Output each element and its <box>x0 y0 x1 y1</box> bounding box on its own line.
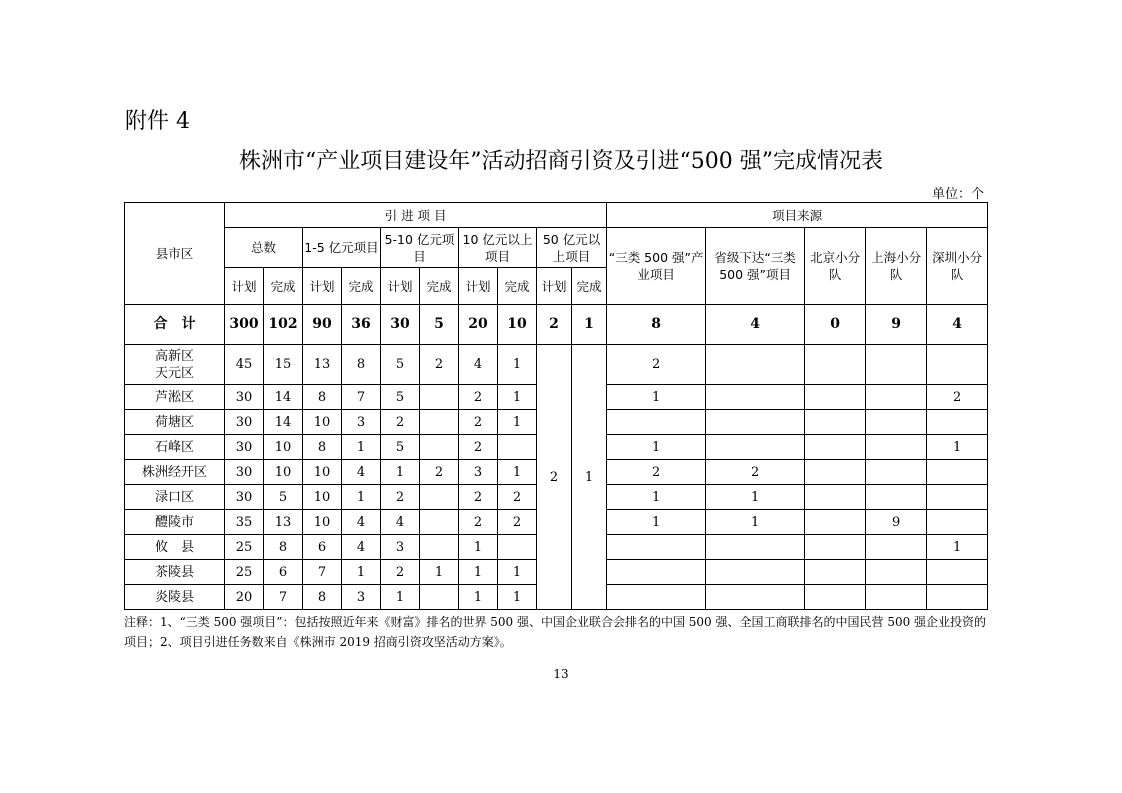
source-cell <box>805 385 866 410</box>
source-cell <box>607 535 706 560</box>
data-cell: 5 <box>381 435 420 460</box>
header-project-source: 项目来源 <box>607 203 988 228</box>
row-county-name: 攸 县 <box>125 535 225 560</box>
header-total: 总数 <box>225 228 303 268</box>
header-county: 县市区 <box>125 203 225 305</box>
row-county-name: 荷塘区 <box>125 410 225 435</box>
header-50-up: 50 亿元以上项目 <box>537 228 607 268</box>
data-cell <box>420 585 459 610</box>
page-title: 株洲市“产业项目建设年”活动招商引资及引进“500 强”完成情况表 <box>239 149 883 174</box>
source-cell <box>706 345 805 385</box>
data-cell: 2 <box>498 510 537 535</box>
data-cell: 20 <box>225 585 264 610</box>
header-plan: 计划 <box>537 268 572 305</box>
row-county-name: 茶陵县 <box>125 560 225 585</box>
data-cell: 1 <box>498 410 537 435</box>
total-cell: 36 <box>342 305 381 345</box>
data-cell: 1 <box>459 585 498 610</box>
total-cell: 4 <box>927 305 988 345</box>
row-county-name: 芦淞区 <box>125 385 225 410</box>
data-cell: 2 <box>459 510 498 535</box>
source-cell <box>706 585 805 610</box>
source-cell <box>805 410 866 435</box>
data-cell: 13 <box>264 510 303 535</box>
data-cell: 2 <box>459 435 498 460</box>
data-cell <box>420 385 459 410</box>
source-cell <box>805 345 866 385</box>
data-cell: 2 <box>420 460 459 485</box>
total-cell: 1 <box>572 305 607 345</box>
data-cell: 10 <box>264 460 303 485</box>
data-cell: 45 <box>225 345 264 385</box>
source-cell <box>866 410 927 435</box>
data-cell: 10 <box>303 410 342 435</box>
row-county-name: 炎陵县 <box>125 585 225 610</box>
data-cell: 8 <box>303 435 342 460</box>
data-cell: 2 <box>381 410 420 435</box>
row-county-name: 渌口区 <box>125 485 225 510</box>
row-county-name: 株洲经开区 <box>125 460 225 485</box>
total-cell: 102 <box>264 305 303 345</box>
header-src-province: 省级下达“三类 500 强”项目 <box>706 228 805 305</box>
data-cell <box>420 535 459 560</box>
source-cell <box>805 585 866 610</box>
source-cell <box>927 410 988 435</box>
source-cell <box>927 585 988 610</box>
data-cell: 4 <box>459 345 498 385</box>
data-cell: 2 <box>459 485 498 510</box>
data-cell: 30 <box>225 485 264 510</box>
data-cell: 5 <box>381 385 420 410</box>
row-county-name: 醴陵市 <box>125 510 225 535</box>
table-row <box>125 345 988 385</box>
data-cell: 1 <box>498 585 537 610</box>
header-introduced-projects: 引 进 项 目 <box>225 203 607 228</box>
source-cell <box>866 345 927 385</box>
header-done: 完成 <box>342 268 381 305</box>
source-cell <box>607 560 706 585</box>
total-row <box>125 305 988 345</box>
header-plan: 计划 <box>225 268 264 305</box>
data-cell: 35 <box>225 510 264 535</box>
data-cell: 3 <box>459 460 498 485</box>
data-cell: 14 <box>264 410 303 435</box>
source-cell <box>706 385 805 410</box>
data-cell: 5 <box>264 485 303 510</box>
source-cell: 1 <box>607 385 706 410</box>
source-cell <box>866 460 927 485</box>
header-done: 完成 <box>572 268 607 305</box>
source-cell: 1 <box>927 535 988 560</box>
header-10-up: 10 亿元以上项目 <box>459 228 537 268</box>
source-cell <box>805 485 866 510</box>
data-cell: 3 <box>342 410 381 435</box>
header-src-top500: “三类 500 强”产业项目 <box>607 228 706 305</box>
header-plan: 计划 <box>459 268 498 305</box>
data-cell: 5 <box>381 345 420 385</box>
source-cell <box>866 485 927 510</box>
data-cell: 25 <box>225 560 264 585</box>
total-row-label: 合 计 <box>125 305 225 345</box>
total-cell: 90 <box>303 305 342 345</box>
data-cell: 15 <box>264 345 303 385</box>
data-cell: 4 <box>342 510 381 535</box>
source-cell: 1 <box>607 510 706 535</box>
source-cell <box>927 510 988 535</box>
footnotes: 注释：1、“三类 500 强项目”：包括按照近年来《财富》排名的世界 500 强、中国企业联合会排名的中国 500 强、全国工商联排名的中国民营 500 强企业投资的项目；2、项目引进任务数来自《株洲市 2019 招商引资攻坚活动方案》。 <box>124 615 987 649</box>
total-cell: 5 <box>420 305 459 345</box>
header-done: 完成 <box>264 268 303 305</box>
total-cell: 30 <box>381 305 420 345</box>
data-cell: 10 <box>264 435 303 460</box>
data-cell: 7 <box>342 385 381 410</box>
total-cell: 8 <box>607 305 706 345</box>
source-cell <box>927 485 988 510</box>
data-cell: 1 <box>342 560 381 585</box>
header-done: 完成 <box>420 268 459 305</box>
data-cell: 8 <box>303 385 342 410</box>
row-county-name: 石峰区 <box>125 435 225 460</box>
data-cell: 8 <box>264 535 303 560</box>
source-cell <box>866 585 927 610</box>
data-cell <box>420 510 459 535</box>
data-cell: 2 <box>381 560 420 585</box>
data-cell: 2 <box>459 410 498 435</box>
data-cell: 4 <box>342 460 381 485</box>
merged-50-plan: 2 <box>537 345 572 610</box>
data-cell: 3 <box>381 535 420 560</box>
source-cell <box>706 535 805 560</box>
row-county-name: 高新区 天元区 <box>125 345 225 385</box>
source-cell <box>805 510 866 535</box>
total-cell: 9 <box>866 305 927 345</box>
source-cell <box>866 560 927 585</box>
source-cell <box>805 435 866 460</box>
data-cell: 1 <box>342 485 381 510</box>
source-cell <box>927 560 988 585</box>
data-cell: 4 <box>342 535 381 560</box>
header-done: 完成 <box>498 268 537 305</box>
source-cell: 1 <box>607 435 706 460</box>
data-cell: 1 <box>498 460 537 485</box>
data-cell: 1 <box>498 385 537 410</box>
header-plan: 计划 <box>381 268 420 305</box>
data-cell: 3 <box>342 585 381 610</box>
data-cell: 2 <box>381 485 420 510</box>
source-cell <box>607 410 706 435</box>
data-cell: 25 <box>225 535 264 560</box>
data-cell: 6 <box>303 535 342 560</box>
source-cell: 2 <box>607 460 706 485</box>
data-cell: 10 <box>303 510 342 535</box>
total-cell: 20 <box>459 305 498 345</box>
source-cell <box>866 535 927 560</box>
source-cell: 2 <box>927 385 988 410</box>
source-cell <box>706 435 805 460</box>
data-cell: 2 <box>459 385 498 410</box>
total-cell: 10 <box>498 305 537 345</box>
source-cell <box>706 560 805 585</box>
data-cell: 6 <box>264 560 303 585</box>
data-cell: 2 <box>498 485 537 510</box>
data-cell <box>420 435 459 460</box>
data-cell <box>420 485 459 510</box>
source-cell <box>706 410 805 435</box>
source-cell <box>866 435 927 460</box>
source-cell: 2 <box>706 460 805 485</box>
data-cell: 1 <box>381 460 420 485</box>
header-plan: 计划 <box>303 268 342 305</box>
data-cell <box>498 535 537 560</box>
total-cell: 300 <box>225 305 264 345</box>
header-src-beijing: 北京小分队 <box>805 228 866 305</box>
data-cell: 2 <box>420 345 459 385</box>
source-cell <box>927 345 988 385</box>
data-cell: 1 <box>498 345 537 385</box>
data-cell: 10 <box>303 485 342 510</box>
data-cell <box>498 435 537 460</box>
total-cell: 4 <box>706 305 805 345</box>
source-cell <box>607 585 706 610</box>
data-cell: 7 <box>303 560 342 585</box>
header-src-shenzhen: 深圳小分队 <box>927 228 988 305</box>
data-cell: 30 <box>225 385 264 410</box>
data-cell: 8 <box>342 345 381 385</box>
data-cell: 14 <box>264 385 303 410</box>
source-cell: 9 <box>866 510 927 535</box>
page-number: 13 <box>553 667 569 681</box>
data-cell: 1 <box>459 535 498 560</box>
source-cell <box>805 460 866 485</box>
header-5-10: 5-10 亿元项目 <box>381 228 459 268</box>
data-cell: 10 <box>303 460 342 485</box>
header-1-5: 1-5 亿元项目 <box>303 228 381 268</box>
data-cell: 30 <box>225 435 264 460</box>
total-cell: 0 <box>805 305 866 345</box>
data-cell: 7 <box>264 585 303 610</box>
data-cell: 1 <box>381 585 420 610</box>
data-cell: 1 <box>420 560 459 585</box>
data-cell: 30 <box>225 460 264 485</box>
data-cell: 13 <box>303 345 342 385</box>
data-cell: 1 <box>498 560 537 585</box>
source-cell <box>805 535 866 560</box>
header-src-shanghai: 上海小分队 <box>866 228 927 305</box>
source-cell: 1 <box>927 435 988 460</box>
data-cell: 8 <box>303 585 342 610</box>
data-cell: 4 <box>381 510 420 535</box>
source-cell <box>927 460 988 485</box>
total-cell: 2 <box>537 305 572 345</box>
source-cell <box>805 560 866 585</box>
source-cell: 1 <box>706 510 805 535</box>
source-cell: 1 <box>607 485 706 510</box>
source-cell: 2 <box>607 345 706 385</box>
source-cell: 1 <box>706 485 805 510</box>
merged-50-done: 1 <box>572 345 607 610</box>
data-cell: 30 <box>225 410 264 435</box>
data-cell <box>420 410 459 435</box>
source-cell <box>866 385 927 410</box>
data-cell: 1 <box>459 560 498 585</box>
investment-table <box>124 202 988 610</box>
attachment-label: 附件 4 <box>125 109 190 134</box>
unit-label: 单位：个 <box>931 187 984 202</box>
data-cell: 1 <box>342 435 381 460</box>
